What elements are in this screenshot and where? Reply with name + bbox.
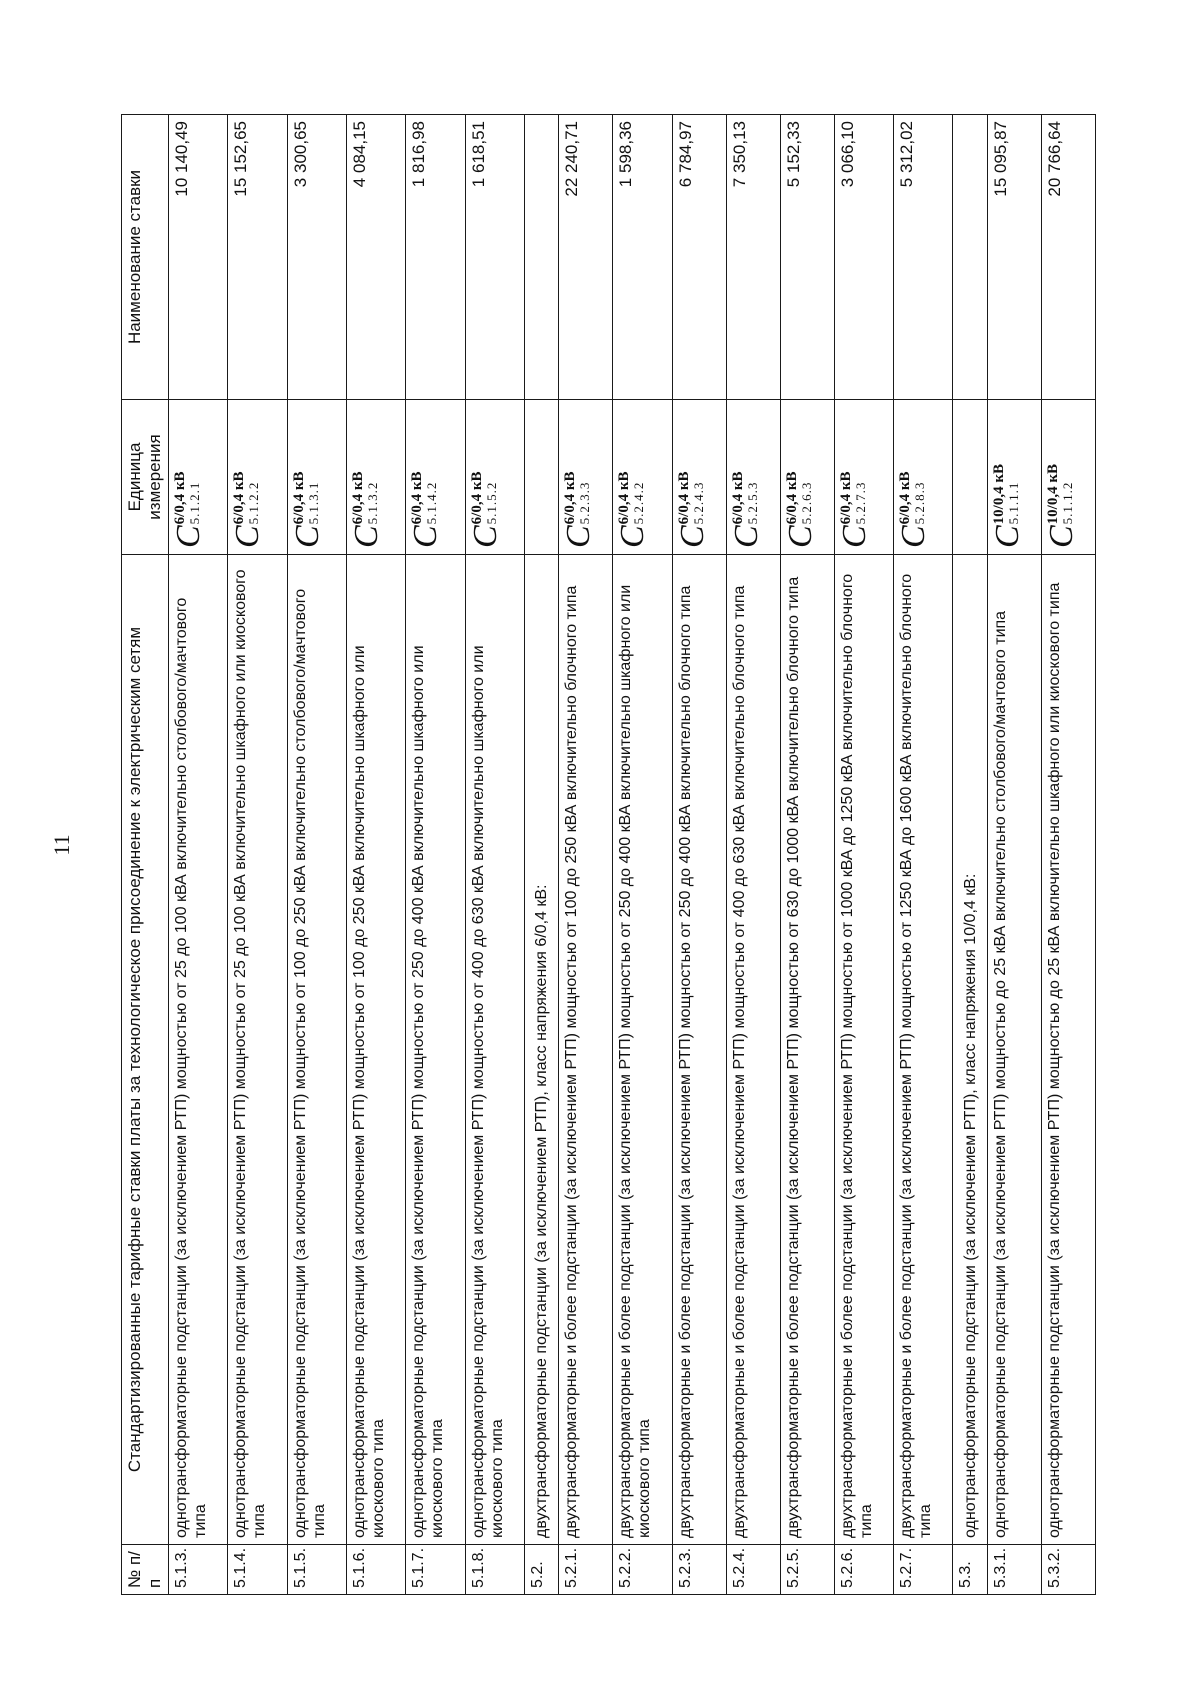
row-number: 5.1.3. [169,1545,228,1595]
row-number: 5.2.7. [894,1545,953,1595]
unit-subscript: 5.1.1.1 [1005,481,1021,525]
row-number: 5.2.5. [780,1545,834,1595]
row-unit [524,400,558,555]
row-unit [953,400,987,555]
table-header-row [122,115,169,1595]
row-value: 20 766,64 [1041,115,1095,400]
table-row [894,115,953,1595]
table-row [406,115,465,1595]
unit-subscript: 5.2.5.3 [744,481,760,525]
row-unit [834,400,893,555]
row-description: двухтрансформаторные и более подстанции (за исключением РТП) мощностью от 100 до 250 кВА включительно блочного типа [559,555,613,1545]
row-unit [987,400,1041,555]
unit-symbol: C [466,525,504,548]
row-unit [613,400,672,555]
row-unit [559,400,613,555]
unit-index-stack [562,471,592,524]
row-description: двухтрансформаторные и более подстанции (за исключением РТП) мощностью от 250 до 400 кВА включительно шкафного или киоскового типа [613,555,672,1545]
unit-index-stack [784,471,814,524]
row-description: однотрансформаторные подстанции (за исключением РТП) мощностью от 25 до 100 кВА включительно шкафного или киоскового типа [228,555,287,1545]
unit-superscript: 6/0,4 кВ [616,471,633,525]
row-number: 5.2.3. [672,1545,726,1595]
unit-subscript: 5.2.8.3 [912,481,928,525]
unit-subscript: 5.1.4.2 [424,481,440,525]
unit-superscript: 6/0,4 кВ [290,471,307,525]
table-row [287,115,346,1595]
unit-subscript: 5.1.3.1 [305,481,321,525]
row-value: 5 152,33 [780,115,834,400]
unit-index-stack [616,471,646,524]
table-body [169,115,1096,1595]
header-num: № п/п [122,1545,169,1595]
row-value: 15 152,65 [228,115,287,400]
row-description: однотрансформаторные подстанции (за исключением РТП) мощностью до 25 кВА включительно шкафного или киоскового типа [1041,555,1095,1545]
unit-symbol: C [895,525,933,548]
unit-index-stack [676,471,706,524]
unit-superscript: 6/0,4 кВ [729,471,746,525]
row-unit [726,400,780,555]
unit-superscript: 6/0,4 кВ [409,471,426,525]
row-value: 10 140,49 [169,115,228,400]
unit-index-stack [231,471,261,524]
table-row [613,115,672,1595]
table-row [987,115,1041,1595]
unit-subscript: 5.2.6.3 [798,481,814,525]
unit-subscript: 5.1.2.1 [187,481,202,525]
unit-index-stack [838,471,868,524]
unit-symbol: C [781,525,819,548]
row-value [953,115,987,400]
row-description: однотрансформаторные подстанции (за исключением РТП) мощностью от 100 до 250 кВА включительно столбового/мачтового типа [287,555,346,1545]
row-unit [780,400,834,555]
table-row [1041,115,1095,1595]
unit-subscript: 5.2.3.3 [577,481,593,525]
row-unit [228,400,287,555]
unit-superscript: 6/0,4 кВ [897,471,914,525]
row-value: 6 784,97 [672,115,726,400]
row-description: однотрансформаторные подстанции (за исключением РТП) мощностью от 100 до 250 кВА включительно шкафного или киоскового типа [346,555,405,1545]
row-description: однотрансформаторные подстанции (за исключением РТП) мощностью до 25 кВА включительно столбового/мачтового типа [987,555,1041,1545]
row-value: 1 618,51 [465,115,524,400]
row-description: двухтрансформаторные и более подстанции (за исключением РТП) мощностью от 400 до 630 кВА включительно блочного типа [726,555,780,1545]
row-value: 15 095,87 [987,115,1041,400]
unit-symbol: C [170,525,207,548]
unit-symbol: C [560,525,598,548]
row-number: 5.1.8. [465,1545,524,1595]
unit-subscript: 5.1.1.2 [1059,481,1075,525]
unit-superscript: 6/0,4 кВ [231,471,248,525]
table-row [672,115,726,1595]
unit-index-stack [350,471,380,524]
table-row [834,115,893,1595]
table-row [780,115,834,1595]
table-row [726,115,780,1595]
row-number: 5.2.2. [613,1545,672,1595]
table-row [346,115,405,1595]
row-number: 5.2.1. [559,1545,613,1595]
row-unit [894,400,953,555]
header-unit: Единица измерения [122,400,169,555]
row-number: 5.3. [953,1545,987,1595]
row-value: 3 066,10 [834,115,893,400]
row-value: 4 084,15 [346,115,405,400]
unit-superscript: 6/0,4 кВ [837,471,854,525]
row-number: 5.3.1. [987,1545,1041,1595]
unit-superscript: 10/0,4 кВ [990,463,1007,525]
row-number: 5.2.4. [726,1545,780,1595]
row-unit [1041,400,1095,555]
unit-subscript: 5.1.3.2 [364,481,380,525]
unit-superscript: 10/0,4 кВ [1044,463,1061,525]
row-number: 5.1.4. [228,1545,287,1595]
table-section-row [953,115,987,1595]
unit-index-stack [469,471,499,524]
unit-symbol: C [288,525,326,548]
unit-index-stack [730,471,760,524]
unit-subscript: 5.1.2.2 [246,481,262,525]
unit-index-stack [897,471,927,524]
table-row [559,115,613,1595]
row-number: 5.1.6. [346,1545,405,1595]
unit-symbol: C [1042,525,1080,548]
row-number: 5.1.5. [287,1545,346,1595]
table-section-row [524,115,558,1595]
row-value: 22 240,71 [559,115,613,400]
unit-symbol: C [229,525,267,548]
unit-symbol: C [673,525,711,548]
unit-index-stack [1045,464,1075,524]
row-value: 1 816,98 [406,115,465,400]
unit-index-stack [291,471,321,524]
row-value: 3 300,65 [287,115,346,400]
table-row [169,115,228,1595]
unit-superscript: 6/0,4 кВ [562,471,579,525]
row-number: 5.2.6. [834,1545,893,1595]
unit-subscript: 5.2.4.3 [690,481,706,525]
unit-symbol: C [988,525,1026,548]
row-number: 5.3.2. [1041,1545,1095,1595]
row-value: 7 350,13 [726,115,780,400]
rotated-table-container [121,115,1096,1595]
row-description: двухтрансформаторные и более подстанции (за исключением РТП) мощностью от 250 до 400 кВА включительно блочного типа [672,555,726,1545]
row-description: двухтрансформаторные и более подстанции (за исключением РТП) мощностью от 1000 кВА до 1250 кВА включительно блочного типа [834,555,893,1545]
header-value: Наименование ставки [122,115,169,400]
unit-subscript: 5.2.7.3 [852,481,868,525]
row-description: однотрансформаторные подстанции (за исключением РТП) мощностью от 250 до 400 кВА включительно шкафного или киоскового типа [406,555,465,1545]
unit-superscript: 6/0,4 кВ [349,471,366,525]
unit-symbol: C [727,525,765,548]
unit-index-stack [172,471,202,524]
row-unit [672,400,726,555]
table-row [228,115,287,1595]
row-description: двухтрансформаторные и более подстанции (за исключением РТП) мощностью от 630 до 1000 кВА включительно блочного типа [780,555,834,1545]
row-value: 5 312,02 [894,115,953,400]
unit-index-stack [991,464,1021,524]
unit-symbol: C [407,525,445,548]
unit-superscript: 6/0,4 кВ [783,471,800,525]
row-number: 5.2. [524,1545,558,1595]
unit-symbol: C [347,525,385,548]
row-unit [169,400,228,555]
unit-superscript: 6/0,4 кВ [172,471,188,525]
row-unit [406,400,465,555]
row-number: 5.1.7. [406,1545,465,1595]
unit-subscript: 5.2.4.2 [631,481,647,525]
header-description: Стандартизированные тарифные ставки платы за технологическое присоединение к электрическим сетям [122,555,169,1545]
unit-superscript: 6/0,4 кВ [675,471,692,525]
unit-symbol: C [614,525,652,548]
table-row [465,115,524,1595]
row-value [524,115,558,400]
row-unit [465,400,524,555]
row-description: двухтрансформаторные подстанции (за исключением РТП), класс напряжения 6/0,4 кВ: [524,555,558,1545]
row-description: однотрансформаторные подстанции (за исключением РТП) мощностью от 400 до 630 кВА включительно шкафного или киоскового типа [465,555,524,1545]
row-description: однотрансформаторные подстанции (за исключением РТП) мощностью от 25 до 100 кВА включительно столбового/мачтового типа [169,555,228,1545]
row-value: 1 598,36 [613,115,672,400]
row-description: двухтрансформаторные и более подстанции (за исключением РТП) мощностью от 1250 кВА до 1600 кВА включительно блочного типа [894,555,953,1545]
row-unit [287,400,346,555]
unit-index-stack [409,471,439,524]
row-description: однотрансформаторные подстанции (за исключением РТП), класс напряжения 10/0,4 кВ: [953,555,987,1545]
row-unit [346,400,405,555]
unit-subscript: 5.1.5.2 [483,481,499,525]
tariff-table [121,114,1096,1595]
unit-symbol: C [835,525,873,548]
unit-superscript: 6/0,4 кВ [468,471,485,525]
page-number: 11 [49,834,74,856]
